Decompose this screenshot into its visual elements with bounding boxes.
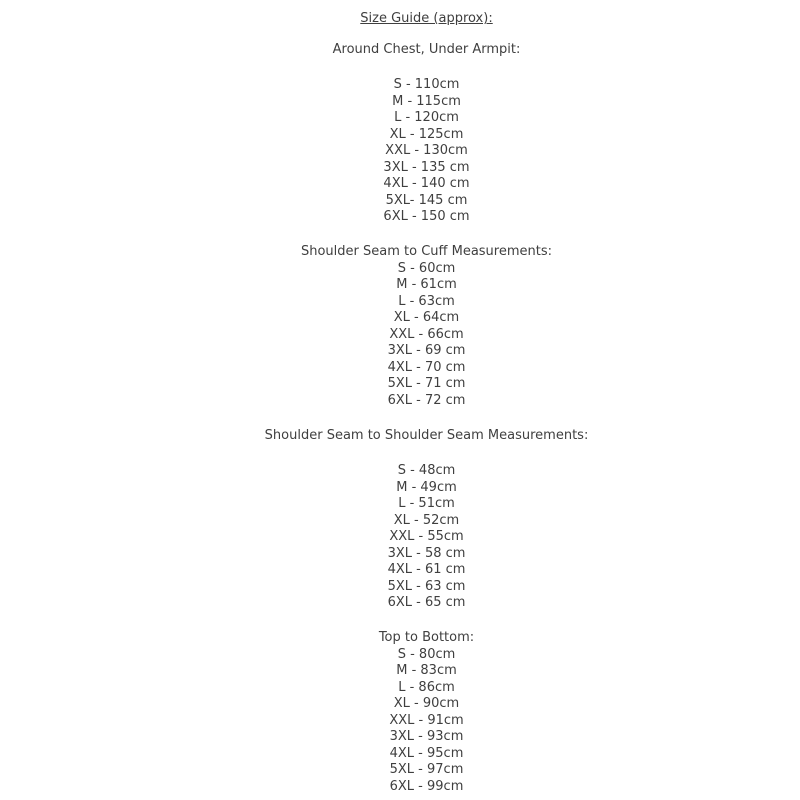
size-line: S - 48cm bbox=[397, 463, 456, 478]
size-section bbox=[53, 42, 800, 226]
size-line: 3XL - 58 cm bbox=[387, 545, 466, 561]
size-list bbox=[53, 77, 800, 226]
size-line: 3XL - 135 cm bbox=[383, 159, 470, 175]
size-line: S - 80cm bbox=[397, 646, 456, 662]
size-line: M - 61cm bbox=[396, 277, 457, 292]
size-line: 4XL - 61 cm bbox=[387, 562, 466, 577]
size-line: XXL - 66cm bbox=[389, 326, 464, 342]
size-line: 5XL- 145 cm bbox=[385, 192, 468, 208]
size-line: 6XL - 72 cm bbox=[387, 392, 466, 408]
size-line: M - 49cm bbox=[396, 479, 457, 495]
size-list bbox=[53, 261, 800, 410]
size-line: 5XL - 63 cm bbox=[387, 578, 466, 594]
size-line: L - 120cm bbox=[394, 110, 459, 125]
size-section bbox=[53, 630, 800, 795]
size-line: XXL - 55cm bbox=[389, 529, 464, 544]
section-heading: Top to Bottom: bbox=[378, 630, 475, 645]
size-line: L - 51cm bbox=[398, 496, 455, 511]
size-line: 4XL - 140 cm bbox=[383, 176, 470, 191]
size-line: S - 60cm bbox=[397, 260, 456, 276]
size-line: S - 110cm bbox=[393, 77, 460, 92]
section-heading: Shoulder Seam to Cuff Measurements: bbox=[300, 244, 553, 259]
size-line: 6XL - 65 cm bbox=[387, 595, 466, 610]
size-line: 6XL - 99cm bbox=[389, 778, 464, 794]
size-line: 5XL - 97cm bbox=[389, 762, 464, 777]
size-line: 5XL - 71 cm bbox=[387, 376, 466, 391]
size-line: 3XL - 93cm bbox=[389, 729, 464, 744]
size-line: XL - 64cm bbox=[393, 310, 460, 325]
size-line: 3XL - 69 cm bbox=[387, 343, 466, 358]
section-heading: Around Chest, Under Armpit: bbox=[332, 41, 521, 57]
size-line: XXL - 130cm bbox=[385, 143, 468, 158]
size-line: 6XL - 150 cm bbox=[383, 209, 470, 224]
size-section bbox=[53, 428, 800, 612]
size-list bbox=[53, 647, 800, 796]
size-line: XXL - 91cm bbox=[389, 712, 464, 728]
size-line: M - 83cm bbox=[396, 663, 457, 678]
size-guide-document bbox=[53, 0, 800, 795]
size-list bbox=[53, 463, 800, 612]
size-line: M - 115cm bbox=[392, 93, 461, 109]
size-line: L - 63cm bbox=[398, 293, 455, 309]
page-title: Size Guide (approx): bbox=[360, 11, 493, 26]
size-line: 4XL - 70 cm bbox=[387, 359, 466, 375]
size-line: XL - 125cm bbox=[389, 126, 464, 142]
size-line: 4XL - 95cm bbox=[389, 745, 464, 761]
section-heading: Shoulder Seam to Shoulder Seam Measurements: bbox=[264, 427, 589, 443]
size-line: XL - 52cm bbox=[393, 512, 460, 528]
sections-container bbox=[53, 42, 800, 796]
size-line: XL - 90cm bbox=[393, 696, 460, 711]
size-line: L - 86cm bbox=[398, 679, 455, 695]
size-section bbox=[53, 244, 800, 409]
